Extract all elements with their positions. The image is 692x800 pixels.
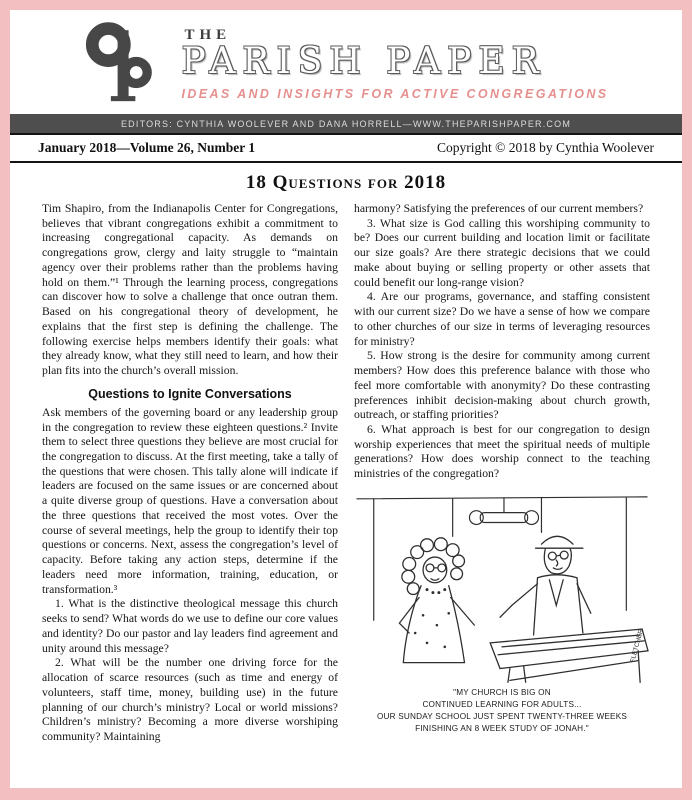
- newsletter-page: [10, 10, 682, 788]
- cartoon: [354, 487, 650, 735]
- question-5: 5. How strong is the desire for community among current members? How does this preference balance with those who feel more comfortable with anonymity? Do these contrasting preferences inhibit decision-making about church growth, outreach, or staffing priorities?: [354, 349, 650, 422]
- cartoon-table: [490, 629, 648, 682]
- cartoon-wall: [357, 497, 647, 620]
- masthead-tagline: IDEAS AND INSIGHTS FOR ACTIVE CONGREGATIONS: [181, 86, 609, 101]
- cartoon-man-figure: [500, 536, 591, 635]
- editors-bar: [10, 114, 682, 133]
- cartoon-caption: [354, 687, 650, 735]
- cartoon-illustration: [354, 487, 650, 684]
- question-1: 1. What is the distinctive theological message this church seeks to send? What words do we use to define our core values and identity? Do our pastor and lay leaders find agreement and unity around this message?: [42, 597, 338, 655]
- copyright-label: Copyright © 2018 by Cynthia Woolever: [436, 140, 654, 155]
- question-3: 3. What size is God calling this worshiping community to be? Does our current building and location limit or facilitate our size goals? Are there strategic decisions that we could make about buying or selling property or other assets that could benefit our long-range vision?: [354, 216, 650, 289]
- masthead-title: PARISH PAPER: [181, 41, 546, 83]
- editors-line: EDITORS: CYNTHIA WOOLEVER AND DANA HORRELL—WWW.THEPARISHPAPER.COM: [120, 118, 572, 129]
- question-2: 2. What will be the number one driving force for the allocation of scarce resources (such as time and energy of volunteers, staff time, money, building use) in the future planning of our church’s ministry? Local or world missions? Children’s ministry? Becoming a more diverse worshiping community? Maintaining: [42, 656, 338, 743]
- masthead: [10, 10, 682, 114]
- question-6: 6. What approach is best for our congregation to design worship experiences that meet the spiritual needs of multiple generations? How does worship connect to the teaching ministries of the congregation?: [354, 423, 650, 481]
- article-columns: [42, 202, 650, 745]
- parish-paper-logo-icon: [83, 20, 159, 108]
- article: [10, 163, 682, 745]
- cartoon-caption-line: FINISHING AN 8 WEEK STUDY OF JONAH.": [415, 723, 589, 733]
- column-left: [42, 202, 338, 745]
- issue-label: January 2018—Volume 26, Number 1: [38, 140, 256, 155]
- column-right: [354, 202, 650, 745]
- masthead-the: THE: [184, 27, 232, 44]
- cartoon-caption-line: CONTINUED LEARNING FOR ADULTS...: [422, 700, 582, 710]
- conversation-paragraph: Ask members of the governing board or any leadership group in the congregation to review these eighteen questions.² Invite them to select three questions they believe are most crucial for the congregation to discuss. At the first meeting, take a tally of the questions that were chosen. This tally alone will indicate if leaders are focused on the same issues or are concerned about a quite diverse group of questions. Have a conversation about the three questions that received the most votes. Over the course of several meetings, help the group to identify their top questions or concerns. Next, assess the congregation’s level of capacity. Before taking any action steps, determine if the leaders need more information, training, education, or transformation.³: [42, 405, 338, 596]
- question-4: 4. Are our programs, governance, and staffing consistent with our current size? Do we have a sense of how we compare to other churches of our size in terms of leveraging resources for ministry?: [354, 290, 650, 348]
- cartoon-caption-line: "MY CHURCH IS BIG ON: [453, 688, 551, 698]
- cartoon-woman-figure: [399, 538, 474, 663]
- article-title: 18 Questions for 2018: [245, 172, 447, 193]
- cartoon-caption-line: OUR SUNDAY SCHOOL JUST SPENT TWENTY-THREE WEEKS: [376, 712, 628, 722]
- masthead-text: [181, 27, 608, 101]
- section-heading: Questions to Ignite Conversations: [88, 386, 292, 401]
- question-2-continued: harmony? Satisfying the preferences of our current members?: [354, 202, 644, 215]
- artist-signature: FLETCHER: [629, 628, 645, 664]
- intro-paragraph: Tim Shapiro, from the Indianapolis Center for Congregations, believes that vibrant congregations exhibit a commitment to increasing congregational capacity. As demands on congregations grow, clergy and laity struggle to “maintain agency over their problems rather than the problems having hold on them.”¹ Through the learning process, congregations can discover how to solve a challenge that once outran them. Based on his congregational theory of development, he explains that the first step is defining the challenge. The following exercise helps members identify their goals: what they already know, what they still need to learn, and how their plan fits into the church’s overall mission.: [42, 202, 338, 378]
- issue-bar: [10, 133, 682, 163]
